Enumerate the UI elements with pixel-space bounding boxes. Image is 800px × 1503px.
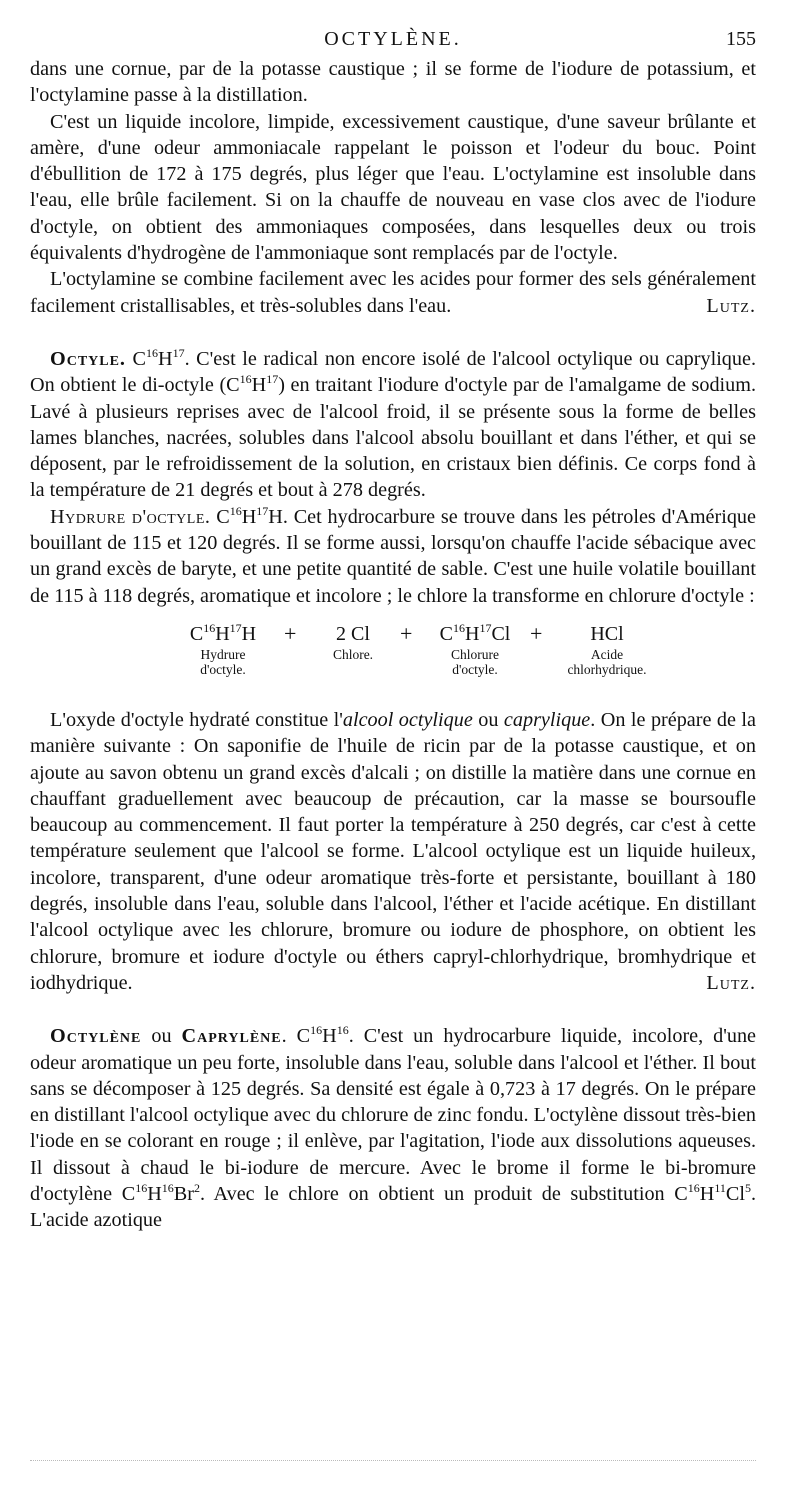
formula-sup: 16 <box>239 372 252 387</box>
formula-sup: 17 <box>266 372 279 387</box>
formula-sup: 11 <box>714 1180 726 1195</box>
formula-sup: 16 <box>229 503 242 518</box>
formula-part: H <box>464 622 480 645</box>
formula-part: Cl <box>491 622 511 645</box>
equation-label: Acide <box>590 646 624 662</box>
entry-heading-hydrure: Hydrure d'octyle. <box>50 505 211 528</box>
alcool-text: ou <box>472 708 504 731</box>
octyle-text: ) en traitant l'iodure d'octyle par de l'amalgame de sodium. Lavé à plusieurs reprises avec de l'alcool froid, il se présente sous la forme de belles lames blanches, nacrées, solubles dans l'alcool absolu bouillant et dans l'éther, et qui se déposent, par le refroidissement de la solution, en cristaux bien définis. Ce corps fond à la température de 21 degrés et bout à 278 degrés. <box>30 374 756 502</box>
alcool-text: . On le prépare de la manière suivante : On saponifie de l'huile de ricin par de la potasse caustique, et on ajoute au savon obtenu un grand excès d'alcali ; on distille la matière dans une cornue en chauffant graduellement avec beaucoup de précaution, car la masse se boursoufle beaucoup au commencement. Il faut porter la température à 250 degrés, car c'est à cette température seulement que l'alcool se forme. L'alcool octylique est un liquide huileux, incolore, transparent, d'une odeur aromatique très-forte et persistante, bouillant à 180 degrés, insoluble dans l'eau, soluble dans l'alcool, l'éther et l'acide acétique. En distillant l'alcool octylique avec les chlorure, bromure ou iodure de phosphore, on obtient les chlorure, bromure et iodure d'octyle ou éthers capryl-chlorhydrique, bromhydrique et iodhydrique. <box>30 708 757 994</box>
page-number: 155 <box>726 28 756 50</box>
formula-sup: 5 <box>744 1180 751 1195</box>
page-header <box>30 26 756 56</box>
formula-sup: 16 <box>687 1180 700 1195</box>
equation-label: d'octyle. <box>200 661 246 677</box>
equation-label: chlorhydrique. <box>567 661 647 677</box>
formula-part: H <box>322 1025 337 1048</box>
formula-part: H <box>215 622 230 645</box>
plus-operator: + <box>284 620 297 646</box>
formula-part: H <box>241 622 257 645</box>
salts-text: L'octylamine se combine facilement avec les acides pour former des sels généralement facilement cristallisables, et très-solubles dans l'eau. <box>30 268 756 317</box>
formula-part: H <box>158 347 173 370</box>
formula-sup: 17 <box>256 503 269 518</box>
octyle-text: . C'est le radical non encore isolé de l'alcool octylique ou caprylique. On obtient le di-octyle (C <box>30 347 756 397</box>
entry-heading-octyle: Octyle. <box>50 347 126 370</box>
formula-sup: 16 <box>452 620 465 635</box>
formula-sup: 16 <box>203 620 216 635</box>
formula-part: C <box>216 505 230 528</box>
author-signature: Lutz. <box>706 294 756 317</box>
paragraph-octyle <box>30 346 756 504</box>
formula-part: Cl <box>725 1182 745 1205</box>
section-gap <box>30 319 756 346</box>
entry-heading-caprylene: Caprylène <box>181 1025 282 1048</box>
formula-part: H <box>147 1182 162 1205</box>
formula-part: H. <box>268 505 288 528</box>
octylene-text: . L'acide azotique <box>30 1182 756 1232</box>
formula-sup: 17 <box>229 620 242 635</box>
formula-part: 2 Cl <box>336 622 370 645</box>
section-gap <box>30 996 756 1023</box>
octylene-text: . Avec le chlore on obtient un produit de substitution C <box>199 1182 688 1205</box>
alcool-term: alcool octylique <box>342 708 473 731</box>
formula-part: H <box>241 505 257 528</box>
equation-label: d'octyle. <box>452 661 498 677</box>
running-title: OCTYLÈNE. <box>324 28 462 50</box>
formula-sup: 17 <box>479 620 492 635</box>
document-page <box>30 26 756 1234</box>
equation-label: Hydrure <box>200 646 246 662</box>
paragraph-octylamine-properties: C'est un liquide incolore, limpide, excessivement caustique, d'une saveur brûlante et amère, d'une odeur ammoniacale rappelant le poisson et l'odeur du bouc. Point d'ébullition de 172 à 175 degrés, plus léger que l'eau. L'octylamine est insoluble dans l'eau, elle brûle facilement. Si on la chauffe de nouveau en vase clos avec de l'iodure d'octyle, on obtient des ammoniaques composées, dans lesquelles deux ou trois équivalents d'hydrogène de l'ammoniaque sont remplacés par de l'octyle. <box>30 110 756 265</box>
formula-part: C <box>439 622 453 645</box>
formula-part: Br <box>173 1182 194 1205</box>
heading-conjunction: ou <box>141 1025 182 1048</box>
formula-sup: 17 <box>172 345 185 360</box>
octylene-text: . C'est un hydrocarbure liquide, incolore, d'une odeur aromatique un peu forte, insoluble dans l'eau, soluble dans l'alcool et l'éther. Il bout sans se décomposer à 125 degrés. Sa densité est égale à 0,723 à 17 degrés. On le prépare en distillant l'alcool octylique avec du chlorure de zinc fondu. L'octylène dissout très-bien l'iode en se colorant en rouge ; il enlève, par l'agitation, l'iode aux dissolutions aqueuses. Il dissout à chaud le bi-iodure de mercure. Avec le brome il forme le bi-bromure d'octylène C <box>30 1025 757 1205</box>
paragraph-octylamine-salts <box>30 266 756 319</box>
alcool-term: caprylique <box>503 708 591 731</box>
paragraph-octylene <box>30 1023 756 1233</box>
formula-part: HCl <box>590 622 624 645</box>
formula-part: C <box>189 622 204 645</box>
equation-term-chlorure <box>430 621 520 677</box>
author-signature: Lutz. <box>706 971 756 994</box>
chemical-equation <box>30 621 756 697</box>
hydrure-text: Cet hydrocarbure se trouve dans les pétroles d'Amérique bouillant de 115 et 120 degrés. Il se forme aussi, lorsqu'on chauffe l'acide sébacique avec un grand excès de baryte, et une petite quantité de sable. C'est une huile volatile bouillant de 115 à 118 degrés, aromatique et incolore ; le chlore la transforme en chlorure d'octyle : <box>30 505 756 607</box>
heading-punctuation: . <box>281 1025 297 1048</box>
paragraph-hydrure <box>30 504 756 609</box>
plus-operator: + <box>400 620 413 646</box>
alcool-text: L'oxyde d'octyle hydraté constitue l' <box>50 708 343 731</box>
equation-label: Chlore. <box>332 646 374 662</box>
formula-sup: 16 <box>336 1023 349 1038</box>
equation-term-chlore <box>318 621 388 662</box>
formula-sup: 16 <box>135 1180 148 1195</box>
equation-term-hydrure <box>178 621 268 677</box>
formula-part: H <box>251 374 267 397</box>
equation-term-acide <box>542 621 672 677</box>
paragraph-octylamine-end: dans une cornue, par de la potasse caustique ; il se forme de l'iodure de potassium, et l'octylamine passe à la distillation. <box>30 58 756 107</box>
formula-sup: 2 <box>193 1180 200 1195</box>
formula-sup: 16 <box>310 1023 323 1038</box>
formula-part: C <box>296 1025 311 1048</box>
formula-sup: 16 <box>146 345 158 360</box>
plus-operator: + <box>530 620 543 646</box>
entry-heading-octylene: Octylène <box>50 1025 142 1048</box>
formula-sup: 16 <box>161 1180 174 1195</box>
paragraph-alcool-octylique <box>30 707 756 996</box>
formula-part: H <box>699 1182 715 1205</box>
equation-label: Chlorure <box>451 646 499 662</box>
bleed-through-line <box>30 1460 756 1461</box>
formula-part: C <box>132 347 146 370</box>
